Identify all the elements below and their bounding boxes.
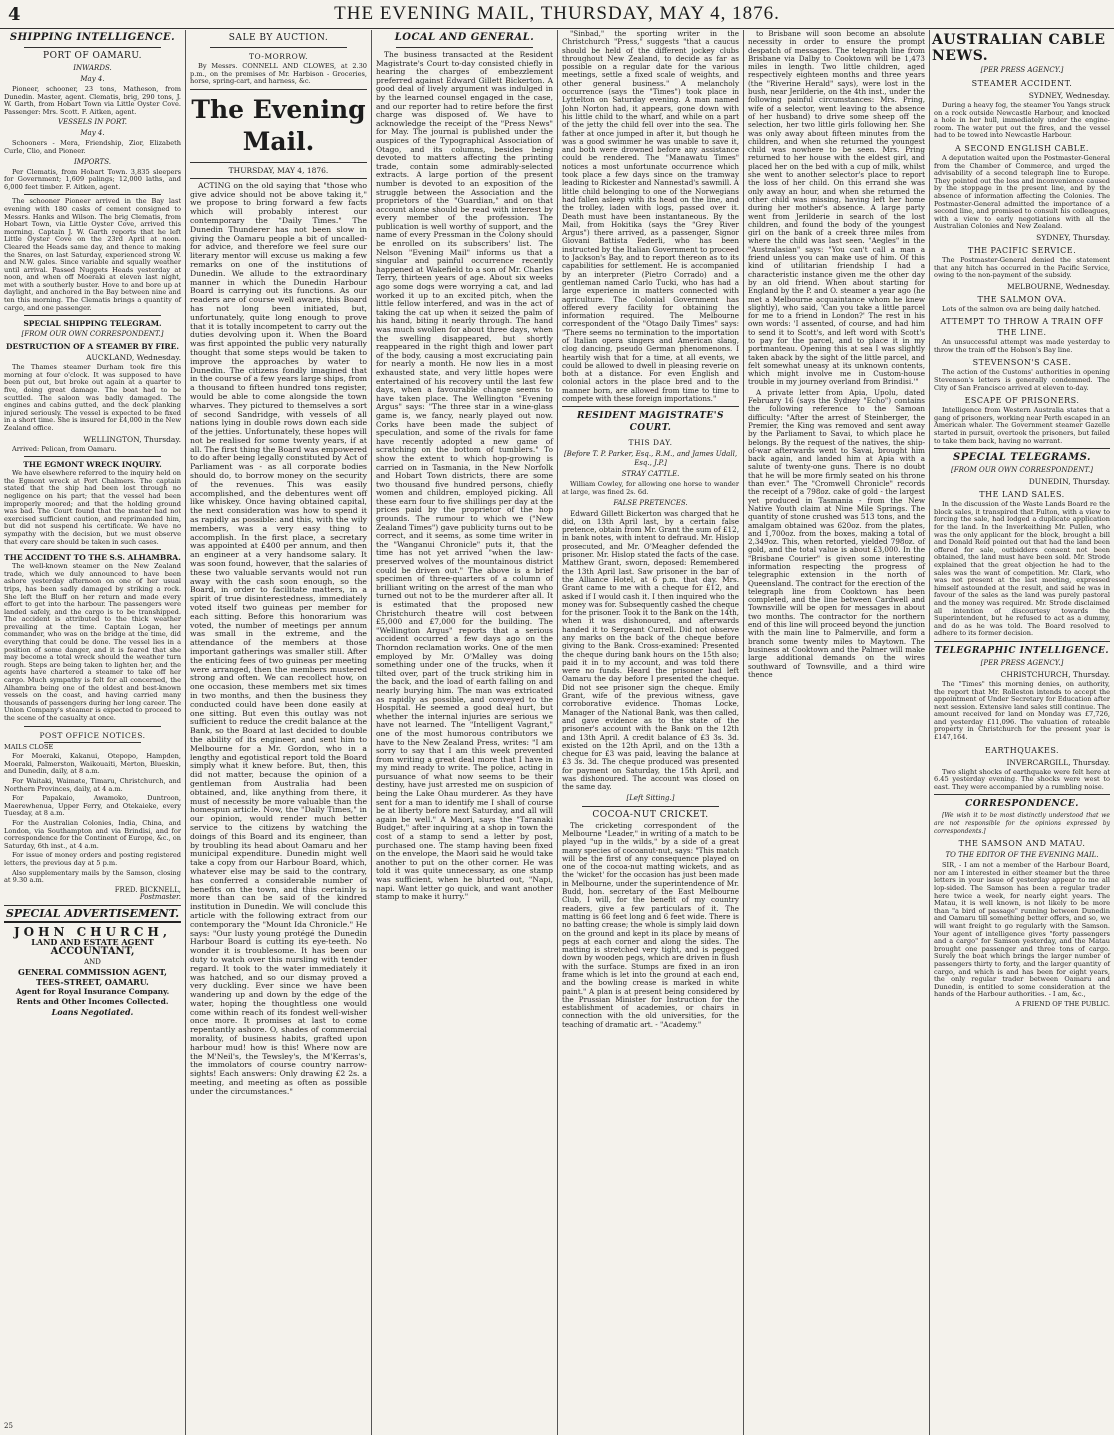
post-item: For Moeraki, Kakanui, Otepopo, Hampden, Moeraki, Palmerston, Waikouaiti, Merton, Blueskin, and Dunedin, daily, at 8 a.m.: [4, 752, 181, 776]
divider: [190, 89, 367, 90]
salmon-heading: THE SALMON OVA.: [977, 294, 1067, 304]
ad-name: JOHN CHURCH,: [13, 925, 171, 940]
post-item: For Papakaio, Awamoko, Duntroon, Maerewhenua, Upper Ferry, and Otekaieke, every Tuesday, at 8 a.m.: [4, 794, 181, 818]
ad-line: AND: [84, 958, 101, 967]
train-text: An unsuccessful attempt was made yesterday to throw the train off the Hobson's Bay line.: [934, 338, 1110, 354]
column-4: [558, 30, 744, 1435]
column-3: [372, 30, 558, 1435]
special-ad-heading: SPECIAL ADVERTISEMENT.: [5, 906, 180, 920]
wellington-text: Arrived: Pelican, from Oamaru.: [12, 444, 117, 453]
paper-name: The Evening Mail.: [191, 94, 366, 156]
masthead: [0, 0, 1114, 29]
divider: [934, 794, 1110, 795]
earthquakes-dateline: INVERCARGILL, Thursday.: [1006, 757, 1110, 767]
vessels-date: May 4.: [80, 129, 105, 138]
sale-text: By Messrs. CONNELL AND CLOWES, at 2.30 p.m., on the premises of Mr. Harbison - Groceries, horse, spring-cart, and harness, &c.: [190, 62, 367, 86]
samson-signature: A FRIEND OF THE PUBLIC.: [1015, 999, 1110, 1008]
special-telegrams-sub: [FROM OUR OWN CORRESPONDENT.]: [951, 466, 1093, 475]
rm-left-sitting: [Left Sitting.]: [626, 793, 675, 802]
salmon-dateline: MELBOURNE, Wednesday.: [1006, 281, 1110, 291]
divider: [24, 194, 161, 195]
earthquakes-heading: EARTHQUAKES.: [984, 745, 1060, 755]
divider: [210, 47, 347, 48]
samson-to: TO THE EDITOR OF THE EVENING MAIL.: [945, 851, 1099, 860]
telegram-sub: [FROM OUR OWN CORRESPONDENT.]: [21, 330, 164, 339]
telegraphic-text: The "Times" this morning denies, on authority, the report that Mr. Rolleston intends to accept the appointment of Under Secretary for Education after next session. Extensive land sales still continue. The amount received for land on Monday was £7,726, and yesterday £11,096. The valuation of rateable property in Christchurch for the present year is £147,164.: [934, 679, 1110, 742]
divider: [24, 726, 161, 727]
steamer-heading: STEAMER ACCIDENT.: [971, 79, 1073, 88]
post-mails: MAILS CLOSE: [4, 742, 54, 751]
pacific-text: The Postmaster-General denied the statement that any hitch has occurred in the Pacific Service, owing to the non-payment of the subsidy.: [934, 255, 1110, 280]
column-5: [744, 30, 930, 1435]
cable2-text: A deputation waited upon the Postmaster-General from the Chamber of Commerce, and urged the advisability of a second telegraph line to Europe. They pointed out the loss and inconvenience caused by the stoppage in the present line, and by the absence of information affecting the Colonies. The Postmaster-General admitted the importance of a second line, and promised to consult his colleagues, with a view to early negotiations with all the Australian Colonies and New Zealand.: [934, 153, 1110, 231]
church-advertisement: [4, 921, 181, 1017]
stevenson-heading: STEVENSON'S CASE.: [972, 358, 1072, 368]
rm-false-text: Edward Gillett Bickerton was charged that he did, on 13th April last, by a certain false pretence, obtain from Mr. Grant the sum of £12, in bank notes, with intent to defraud. Mr. Hislop prosecuted, and Mr. O'Meagher defended the prisoner. Mr. Hislop stated the facts of the case. Matthew Grant, sworn, deposed: Remembered the 13th April last. Saw prisoner in the bar of the Alliance Hotel, at 6 p.m. that day. Mrs. Grant came to me with a cheque for £12, and asked if I would cash it. I then inquired who the money was for. Subsequently cashed the cheque for the prisoner. Took it to the Bank on the 14th, when it was dishonoured, and afterwards handed it to Sergeant Currell. Did not observe any marks on the back of the cheque before giving to the Bank. Cross-examined: Presented the cheque during bank hours on the 15th also; paid it in to my account, and was told there were no funds. Heard the prisoner had left Oamaru the day before I presented the cheque. Did not see prisoner sign the cheque. Emily Grant, wife of the previous witness, gave corroborative evidence. Thomas Locke, Manager of the National Bank, was then called, and gave evidence as to the state of the prisoner's account with the Bank on the 12th and 13th April. A credit balance of £3 3s. 3d. existed on the 12th April, and on the 13th a cheque for £3 was paid, leaving the balance at £3 3s. 3d. The cheque produced was presented for payment on Saturday, the 15th April, and was dishonoured. The account was closed on the same day.: [562, 508, 739, 792]
land-text: In the discussion of the Waste Lands Board re the block sales, it transpired that Fulton, with a view to forcing the sale, had lodged a duplicate application for the land. In the Inverkeithing Mr. Pullen, who was the only applicant for the block, brought a bill and Donald Reid pointed out that had the land been offered for sale, outbidders consent not been obtained, the land must have been sold. Mr. Strode explained that the great objection he had to the sales was the want of competition. Mr. Clark, who was not present at the last meeting, expressed himself astounded at the result, and said he was in favour of the sales as the land was purely pastoral and the money was required. Mr. Strode disclaimed all intention of discourtesy towards the Superintendent, but he refused to act as a dummy, and do as he was told. The Board resolved to adhere to its former decision.: [934, 500, 1110, 638]
pacific-dateline: SYDNEY, Thursday.: [1036, 232, 1110, 242]
divider: [44, 742, 141, 743]
post-item: For issue of money orders and posting registered letters, the previous day at 5 p.m.: [4, 851, 181, 867]
post-heading: POST OFFICE NOTICES.: [39, 730, 146, 740]
fire-text: The Thames steamer Durham took fire this morning at four o'clock. It was supposed to have been put out, but broke out again at a quarter to five, doing great damage. The boat had to be scuttled. The saloon was badly damaged. The engines and cabins gutted, and the deck planking injured seriously. The vessel is expected to be fixed in a short time. She is insured for £4,000 in the New Zealand office.: [4, 363, 181, 432]
ad-line: GENERAL COMMISSION AGENT,: [18, 967, 167, 978]
cable2-heading: A SECOND ENGLISH CABLE.: [955, 143, 1089, 153]
steamer-text: During a heavy fog, the steamer You Yangs struck on a rock outside Newcastle Harbour, and knocked a hole in her hull, immediately under the engine-room. The water put out the fires, and the vessel had to be towed into Newcastle Harbour.: [934, 101, 1110, 140]
divider: [396, 47, 533, 48]
ad-line: Agent for Royal Insurance Company. Rents and Other Incomes Collected.: [15, 987, 170, 1007]
divider: [582, 806, 719, 807]
col4-text: "Sinbad," the sporting writer in the Christchurch "Press," suggests "that a caucus should be held of the different jockey clubs throughout New Zealand, to decide as far as possible on a regular date for the various meetings, settle a fixed scale of weights, and other general business." A melancholy occurrence (says the "Times") took place in Lyttelton on Saturday evening. A man named John Norton had, it appears, gone down with his little child to the wharf, and while on a part of the jetty the child fell over into the sea. The father at once jumped in after it, but though he was a good swimmer he was unable to save it, and both were drowned before any assistance could be rendered. The "Manawatu Times" notices a most unfortunate occurrence which took place a few days since on the tramway leading to Rickester and Nannestad's sawmill. A little child belonging to one of the Norwegians had fallen asleep with its head on the line, and the trolley, laden with logs, passed over it. Death must have been instantaneous. By the Mail, from Hokitika (says the "Grey River Argus") there arrived, as a passenger, Signor Giovani Battista Federli, who has been instructed by the Italian Government to proceed to Jackson's Bay, and to report thereon as to its capabilities for settlement. He is accompanied by an interpreter (Pietro Corrado) and a gentleman named Carlo Tucki, who has had a large experience in matters connected with agriculture. The Colonial Government has offered every facility for obtaining the information required. The Melbourne correspondent of the "Otago Daily Times" says: "There seems no termination to the importation of Italian opera singers and American slang, clog dancing, pseudo German phenomenons. I heartily wish that for a time, at all events, we could be allowed to dwell in pleasing reverie on both at a distance. For even English and colonial actors in the place bred and to the manner born, are allowed from time to time to compete with these foreign importations.": [562, 30, 739, 404]
post-signature: FRED. BICKNELL,: [114, 885, 181, 894]
rm-court-heading: RESIDENT MAGISTRATE'S COURT.: [576, 411, 725, 434]
post-item: Also supplementary mails by the Samson, closing at 9.30 a.m.: [4, 868, 181, 885]
cricket-heading: COCOA-NUT CRICKET.: [592, 809, 709, 820]
fire-heading: DESTRUCTION OF A STEAMER BY FIRE.: [6, 342, 179, 352]
rm-this-day: THIS DAY.: [628, 438, 673, 448]
shipping-body: The schooner Pioneer arrived in the Bay last evening with 180 casks of cement consigned to Messrs. Hanks and Wilson. The brig Clematis, from Hobart Town, via Little Oyster Cove, arrived this morning. Captain J. W. Garth reports that he left Little Oyster Cove on the 23rd April at noon. Cleared the Heads same day, and thence to making the Snares, on last Saturday, experienced strong W. and N.W. gales. Since variable and squally weather until arrival. Passed Nuggets Heads yesterday at noon, and when off Moeraki at eleven last night, met with a southerly buster. Hove to and bore up at daylight, and anchored in the Bay between nine and ten this morning. The Clematis brings a quantity of cargo, and one passenger.: [4, 197, 181, 312]
divider: [24, 456, 161, 457]
divider: [934, 448, 1110, 449]
ad-line: Loans Negotiated.: [51, 1007, 134, 1018]
rm-false-heading: FALSE PRETENCES.: [613, 498, 688, 507]
newspaper-title: THE EVENING MAIL, THURSDAY, MAY 4, 1876.: [334, 3, 780, 24]
wellington-dateline: WELLINGTON, Thursday.: [83, 434, 181, 444]
telegram-heading: SPECIAL SHIPPING TELEGRAM.: [23, 319, 162, 329]
earthquakes-text: Two slight shocks of earthquake were felt here at 6.45 yesterday evening. The shocks were west to east. They were accompanied by a rumbling noise.: [934, 767, 1110, 791]
divider: [190, 162, 367, 163]
land-dateline: DUNEDIN, Thursday.: [1028, 477, 1110, 487]
samson-text: SIR, - I am not a member of the Harbour Board, nor am I interested in either steamer but the three letters in your issue of yesterday appear to me all lop-sided. The Samson has been a regular trader here twice a week, for nearly eight years. The Matau, it is well known, is not likely to be more than "a bird of passage" running between Dunedin and Oamaru till something better offers, and so, we will want freight to go regularly with the Samson. Your agent of intelligence gives "forty passengers and a cargo" for Samson yesterday, and the Matau brought one passenger and three tons of cargo. Surely the boat which brings the larger number of passengers thirty to forty, and the larger quantity of cargo, and which is and has been for eight years, the only regular trader between Oamaru and Dunedin, is entitled to some consideration at the hands of the Harbour authorities. - I am, &c.,: [934, 861, 1110, 999]
divider: [24, 549, 161, 550]
divider: [4, 905, 181, 906]
sale-heading: SALE BY AUCTION.: [228, 33, 329, 43]
rm-stray-text: William Cowley, for allowing one horse to wander at large, was fined 2s. 6d.: [562, 480, 739, 496]
divider: [24, 47, 161, 48]
fire-dateline: AUCKLAND, Wednesday.: [86, 353, 181, 363]
editorial-dateline: THURSDAY, MAY 4, 1876.: [228, 165, 329, 175]
inwards-text: Pioneer, schooner, 23 tons, Matheson, from Dunedin. Master, agent. Clematis, brig, 290 tons, J. W. Garth, from Hobart Town via Little Oyster Cove. Passenger: Mrs. Scott. F. Aitken, agent.: [4, 85, 181, 116]
egmont-text: We have elsewhere referred to the inquiry held on the Egmont wreck at Port Chalmers. The captain stated that the ship had been lost through no negligence on his part; that the vessel had been improperly moored; and that the holding ground was bad. The Court found that the master had not exercised sufficient caution, and reprimanded him, but did not suspend his certificate. We have no sympathy with the decision, but we must observe that every care should be taken in such cases.: [4, 469, 181, 546]
escape-heading: ESCAPE OF PRISONERS.: [964, 396, 1080, 406]
telegraphic-dateline: CHRISTCHURCH, Thursday.: [1000, 669, 1110, 679]
sale-sub: TO-MORROW.: [248, 52, 308, 61]
shipping-heading: SHIPPING INTELLIGENCE.: [9, 32, 176, 43]
divider: [562, 406, 739, 407]
correspondence-note: [We wish it to be most distinctly understood that we are not responsible for the opinions expressed by correspondents.]: [934, 812, 1110, 835]
port-heading: PORT OF OAMARU.: [43, 51, 142, 61]
press-agency: [PER PRESS AGENCY.]: [980, 66, 1064, 74]
column-6: [930, 30, 1114, 1435]
inwards-heading: INWARDS.: [73, 64, 112, 72]
vessels-heading: VESSELS IN PORT.: [58, 118, 127, 127]
post-title: Postmaster.: [139, 893, 181, 902]
cricket-text: The cricketing correspondent of the Melbourne "Leader," in writing of a match to be played "up in the wilds," by a side of a great many species of cocoanut-nut, says: "This match will be the first of any consequence played on one of the cocoa-nut matting wickets, and as the 'wicket' for the occasion has just been made in Melbourne, under the superintendence of Mr. Budd, hon. secretary of the East Melbourne Club, I will, for the benefit of my country readers, give a few particulars of it. The matting is 66 feet long and 6 feet wide. There is no batting crease; the whole is simply laid down on the ground and kept in its place by means of pegs at each corner and along the sides. The matting is stretched very tight, and is pegged down by wooden pegs, which are driven in flush with the surface. Stumps are fixed in an iron frame which is let into the ground at each end, and the bowling crease is marked in white paint." A plan is at present being considered by the Prussian Minister for Instruction for the establishment of academies, or chairs in connection with the old universities, for the teaching of dramatic art. - "Academy.": [562, 820, 739, 1029]
pacific-heading: THE PACIFIC SERVICE.: [967, 245, 1077, 255]
divider: [190, 178, 367, 179]
special-telegrams-heading: SPECIAL TELEGRAMS.: [952, 452, 1091, 464]
post-item: For Waitaki, Waimate, Timaru, Christchurch, and Northern Provinces, daily, at 4 a.m.: [4, 776, 181, 793]
column-1: [0, 30, 186, 1435]
train-heading: ATTEMPT TO THROW A TRAIN OFF THE LINE.: [940, 317, 1104, 338]
ad-line: ACCOUNTANT,: [50, 946, 135, 958]
rm-stray-heading: STRAY CATTLE.: [621, 470, 680, 479]
divider: [934, 641, 1110, 642]
egmont-heading: THE EGMONT WRECK INQUIRY.: [23, 460, 162, 470]
inwards-date: May 4.: [80, 75, 105, 83]
local-general-text: The business transacted at the Resident Magistrate's Court to-day consisted chiefly in hearing the charges of embezzlement preferred against Edward Gillett Bickerton. A good deal of lively argument was indulged in by the learned counsel engaged in the case, and our reporter had to retire before the first charge was disposed of. We have to acknowledge the receipt of the "Press News" for May. The journal is published under the auspices of the Typographical Association of Otago, and its columns, besides being devoted to matters affecting the printing trade, contain some admirably-selected extracts. A large portion of the present number is devoted to an exposition of the struggle between the Association and the proprietors of the "Guardian," and on that account alone should be read with interest by every member of the profession. The publication is well worthy of support, and the name of every Pressman in the Colony should be enrolled on its subscribers' list. The Nelson "Evening Mail" informs us that a singular and painful occurrence recently happened at Wakefield to a son of Mr. Charles Terry, thirteen years of age. About six weeks ago some dogs were worrying a cat, and lad worked it up to an excited pitch, when the little fellow interfered, and was in the act of taking the cat up when it seized the palm of his hand, biting it nearly through. The hand was much swollen for about three days, when the swelling disappeared, but shortly reappeared in the right thigh and lower part of the body, causing a most excruciating pain for nearly a month. He now lies in a most exhausted state, and very little hopes were entertained of his recovery until the last few days, when a favourable change seems to have taken place. The Wellington "Evening Argus" says: "The three star in a wine-glass game is, we fancy, nearly played out now. Corks have been made the subject of speculation, and some of the rivals for fame have recently adopted a new game of scratching on the bottom of tumblers." To show the extent to which hop-growing is carried on in Tasmania, in the New Norfolk and Hobart Town districts, there are some two thousand five hundred persons, chiefly women and children, employed picking. All these earn four to five shillings per day at the prices paid by the proprietor of the hop grounds. The rumour to which we ("New Zealand Times") gave publicity turns out to be correct, and it seems, as some time writer in the "Wanganui Chronicle" puts it, that the time has not yet arrived "when the law-preserved wolves of the mountainous district could be driven out." The above is a brief specimen of three-quarters of a column of brilliant writing on the arrest of the man who turned out not to be the murderer after all. It is estimated that the proposed new Christchurch theatre will cost between £5,000 and £7,000 for the building. The "Wellington Argus" reports that a serious accident occurred a few days ago on the Thorndon reclamation works. One of the men employed by Mr. O'Malley was doing something under one of the trucks, when it tilted over, part of the truck striking him in the back, and the load of earth falling on and nearly burying him. The man was extricated as rapidly as possible, and conveyed to the Hospital. He seemed a good deal hurt, but whether the internal injuries are serious we have not learned. The "Intelligent Vagrant," one of the most humorous contributors we have to the New Zealand Press, writes: "I am sorry to say that I am this week prevented from writing a great deal more that I have in my mind ready to write. The police, acting in pursuance of what now seems to be their destiny, have just arrested me on suspicion of being the Lake Ohau murderer. As they have sent for a man to identify me I shall of course be at liberty before next Saturday, and all will again be well." A Maori, says the "Taranaki Budget," after inquiring at a shop in town the cost of a stamp to send a letter by post, purchased one. The stamp having been fixed on the envelope, the Maori said he would take another to put on the other corner. He was told it was quite unnecessary, as one stamp was sufficient, when he blurted out, "Napi, napi. Want letter go quick, and want another stamp to make it hurry.": [376, 50, 553, 902]
samson-heading: THE SAMSON AND MATAU.: [958, 839, 1086, 849]
footer-number: 25: [4, 1422, 13, 1431]
imports-heading: IMPORTS.: [74, 157, 111, 166]
column-2: [186, 30, 372, 1435]
escape-text: Intelligence from Western Australia states that a gang of prisoners, working near Perth escaped in an American whaler. The Government steamer Gazelle started in pursuit, overtook the prisoners, but failed to take them back, having no warrant.: [934, 406, 1110, 445]
cable-news-heading: AUSTRALIAN CABLE NEWS.: [932, 32, 1106, 64]
rm-bench: [Before T. P. Parker, Esq., R.M., and James Udall, Esq., J.P.]: [563, 450, 738, 468]
ad-line: LAND AND ESTATE AGENT: [31, 937, 154, 948]
steamer-dateline: SYDNEY, Wednesday.: [1028, 91, 1110, 100]
correspondence-heading: CORRESPONDENCE.: [965, 799, 1079, 810]
alhambra-heading: THE ACCIDENT TO THE S.S. ALHAMBRA.: [4, 553, 181, 563]
telegraphic-sub: [PER PRESS AGENCY.]: [980, 658, 1064, 667]
local-general-heading: LOCAL AND GENERAL.: [394, 32, 535, 43]
land-heading: THE LAND SALES.: [979, 490, 1065, 500]
post-item: For the Australian Colonies, India, China, and London, via Southampton and via Brindisi, and for correspondence for the Continent of Europe, &c., on Saturday, 6th inst., at 4 a.m.: [4, 818, 181, 850]
col5-text: to Brisbane will soon become an absolute necessity in order to ensure the prompt despatch of messages. The telegraph line from Brisbane via Dalby to Cooktown will be 1,473 miles in length. Two little children, aged respectively eighteen months and three years (the "Riverine Herald" says), were lost in the bush, near Jerilderie, on the 4th inst., under the following painful circumstances: Mrs. Pring, wife of a selector, went leaving to the absence of her husband) to drive some sheep off the selection, her two little girls following her. She was only away about fifteen minutes from the children, and when she returned the youngest child was nowhere to be seen. Mrs. Pring returned to her house with the eldest girl, and placed her on the bed with a cup of milk, whilst she went to another selector's place to report the loss of her child. On this errand she was only away an hour, and when she returned the other child was missing, having left her home during her mother's absence. A large party went from Jerilderie in search of the lost children, and found the body of the youngest girl on the bank of a creek three miles from where the child was last seen. "Aegles" in the "Australasian" says: "You can't call a man a friend unless you can make use of him. Of this kind of utilitarian friendship I had a characteristic instance given me the other day by an old friend. When about starting for England by the P. and O. steamer a year ago (he met a Melbourne acquaintance whom he knew slightly), who said, 'Can you take a little parcel for me to a friend in London?' The rest in his own words: 'I assented, of course, and had him to send it to Scott's, and left word with Scott's to pay for the parcel, and to place it in my portmanteau. Opening this at sea I was slightly taken aback by the sight of the little parcel, and felt somewhat uneasy at its unknown contents, which might involve me in Custom-house trouble in my journey overland from Brindisi.'": [748, 30, 925, 387]
columns: [0, 30, 1114, 1435]
stevenson-text: The action of the Customs' authorities in opening Stevenson's letters is generally condemned. The City of San Francisco arrived at eleven to-day.: [934, 368, 1110, 392]
telegraphic-heading: TELEGRAPHIC INTELLIGENCE.: [935, 645, 1109, 656]
editorial-text: ACTING on the old saying that "those who give advice should not be above taking it," we propose to bring forward a few facts which will probably interest our contemporary the "Daily Times." The Dunedin Thunderer has not been slow in giving the Oamaru people a bit of uncalled-for advice, and therefore we feel sure our literary mentor will excuse us making a few remarks on one of the institutions of Dunedin. We allude to the extraordinary manner in which the Dunedin Harbour Board is carrying out its functions. As our readers are of course well aware, this Board has not long been initiated, but, unfortunately, quite long enough to prove that it is totally incompetent to carry out the duties devolving upon it. When the Board was first appointed the public very naturally thought that some steps would be taken to improve the approaches by water to Dunedin. The citizens fondly imagined that in the course of a few years large ships, from a thousand to fifteen hundred tons register, would be able to come alongside the town wharves. They pictured to themselves a sort of second Sandridge, with vessels of all nations lying in double rows down each side of the jetties. Unfortunately, these hopes will not be realised for some twenty years, if at all. The first thing the Board was empowered to do after being legally constituted by Act of Parliament was - as all corporate bodies should do, to borrow money on the security of the revenues. This was easily accomplished, and the debentures went off like whiskey. Once having obtained capital, the next consideration was how to spend it as rapidly as possible: and this, with the wily members, was a very easy thing to accomplish. In the first place, a secretary was appointed at £400 per annum, and then an engineer at a very handsome salary. It was soon found, however, that the salaries of these two valuable servants would not run away with the cash soon enough, so the Board, in order to facilitate matters, in a spirit of true disinterestedness, immediately voted itself two guineas per member for each sitting. Before this honorarium was voted, the number of meetings per annum was small in the extreme, and the attendance of the members at those important gatherings was smaller still. After the enticing fees of two guineas per meeting were arranged, then the members mustered strong and often. We can recollect how, on one occasion, these members met six times in two months, and then the business they conducted could have been done easily at one sitting. But even this outlay was not sufficient to reduce the credit balance at the Bank, so the Board at last decided to double the ability of its engineer, and sent him to Melbourne for a Mr. Gordon, who in a lengthy and egotistical report told the Board simply what it knew before. But, then, this did not matter, because the opinion of a gentleman from Australia had been obtained, and, like anything from there, it must of necessity be more valuable than the homespun article. Now, the "Daily Times," in our opinion, would render much better service to the citizens by watching the doings of this Board and its engineer, than by troubling its head about Oamaru and her municipal expenditure. Dunedin might well take a copy from our Harbour Board, which, whatever else may be said to the contrary, has conferred a considerable number of benefits on the town, and this certainly is more than can be said of the kindred institution in Dunedin. We will conclude this article with the following extract from our contemporary the "Mount Ida Chronicle." He says: "Our lusty young protégé the Dunedin Harbour Board is cutting its eye-teeth. No wonder it is troublesome. It has been our duty to watch over this nursling with tender regard. It took to the water immediately it was hatched, and so our dismay proved a very duckling. Ever since we have been wandering up and down by the edge of the water, hoping the thoughtless one would come within reach of its fondest well-wisher once more. It promises at last to come repentantly ashore. O, shades of commercial morality, of business habits, grafted upon harbour mud! how is this! Where now are the M'Neil's, the Tewsley's, the M'Kerras's, the immolators of course country narrow-sights! Each answers: Only drawing £2 2s. a meeting, and meeting as often as possible under the circumstances.": [190, 180, 367, 1096]
divider: [24, 315, 161, 316]
imports-text: Per Clematis, from Hobart Town. 3,835 sleepers for Government; 1,609 palings; 12,000 laths, and 6,000 feet timber. F. Aitken, agent.: [4, 167, 181, 191]
page-number: 4: [8, 4, 21, 25]
salmon-text: Lots of the salmon ova are being daily hatched.: [942, 304, 1101, 313]
vessels-text: Schooners - Mera, Friendship, Zior, Elizabeth Curle, Clio, and Pioneer.: [4, 139, 181, 155]
ad-line: TEES-STREET, OAMARU.: [36, 977, 149, 988]
col5-text-2: A private letter from Apia, Upolu, dated February 16 (says the Sydney "Echo") contains the following reference to the Samoan difficulty: "After the arrest of Steinberger, the Premier, the King was removed and sent away by the Parliament to Savai, to which place he belongs. By the request of the natives, the ship-of-war afterwards went to Savai, brought him back again, and landed him at Apia with a salute of twenty-one guns. There is no doubt that he will be more firmly seated on his throne than ever." The "Cromwell Chronicle" records the receipt of a 798oz. cake of gold - the largest yet produced in Tasmania - from the New Native Youth claim at Nine Mile Springs. The quantity of stone crushed was 513 tons, and the amalgam obtained was 620oz. from the plates, and 1,700oz. from the boxes, making a total of 2,349oz. This, when retorted, yielded 798oz. of gold, and the total value is about £3,000. In the "Brisbane Courier" is given some interesting information respecting the progress of telegraphic extension in the north of Queensland. The contract for the erection of the telegraph line from Cooktown has been completed, and the line between Cardwell and Townsville will be open for messages in about two months. The contractor for the northern end of this line will proceed beyond the junction with the main line to Palmerville, and form a branch some twenty miles to Maytown. The business at Cooktown and the Palmer will make large additional demands on the wires southward of Townsville, and a third wire thence: [748, 387, 925, 679]
alhambra-text: The well-known steamer on the New Zealand trade, which we duly announced to have been ashore yesterday afternoon on one of her usual trips, has been sadly damaged by striking a rock. She left the Bluff on her return and made every effort to get into the harbour. The passengers were landed safely, and the cargo is to be transhipped. The accident is attributed to the thick weather prevailing at the time. Captain Logan, her commander, who was on the bridge at the time, did everything that could be done. The vessel lies in a position of some danger, and it is feared that she may become a total wreck should the weather turn rough. Steps are being taken to lighten her, and the agents have chartered a steamer to take off her cargo. Much sympathy is felt for all concerned, the Alhambra being one of the oldest and best-known vessels on the coast, and having carried many thousands of passengers during her long career. The Union Company's steamer is expected to proceed to the scene of the casualty at once.: [4, 562, 181, 722]
